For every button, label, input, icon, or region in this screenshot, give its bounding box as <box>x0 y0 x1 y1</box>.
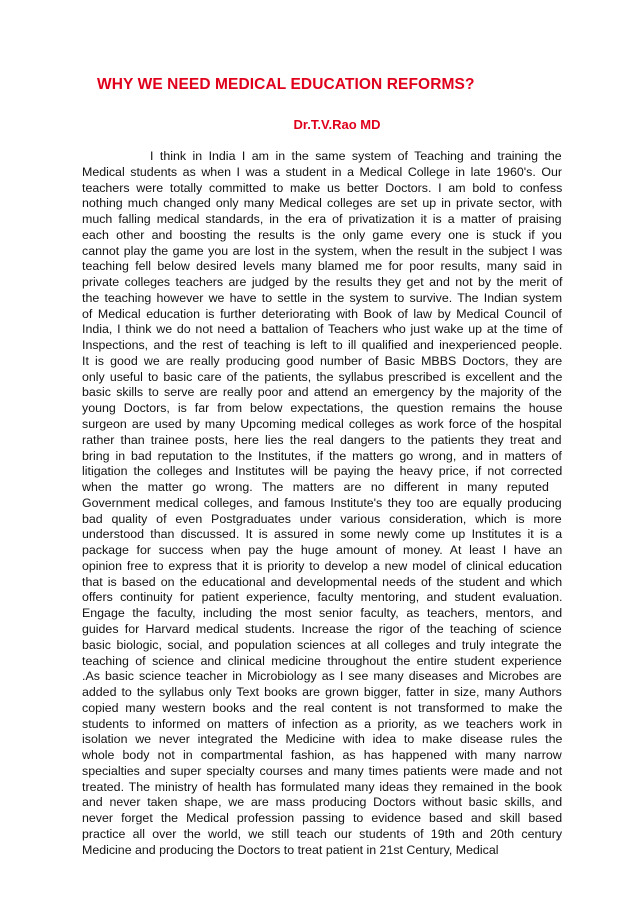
body-line: isolation we never integrated the Medicine with idea to make disease rules the <box>82 732 563 747</box>
body-text <box>82 149 562 858</box>
body-line: Medicine and producing the Doctors to treat patient in 21st Century, Medical <box>82 842 499 857</box>
body-line: students to informed on matters of infection as a priority, as we teachers work in <box>82 716 563 731</box>
body-line: that is based on the educational and developmental needs of the student and which <box>82 574 563 589</box>
body-line: rather than trainee posts, here lies the real dangers to the patients they treat and <box>82 432 562 447</box>
body-line: basic skills to serve are really poor and attend an emergency by the majority of the <box>82 385 562 400</box>
body-line: package for success when pay the huge amount of money. At least I have an <box>82 543 563 558</box>
body-line: specialties and super specialty courses and many times patients were made and not <box>82 763 563 778</box>
body-line: only useful to basic care of the patients, the syllabus prescribed is excellent and the <box>82 369 563 384</box>
document-author: Dr.T.V.Rao MD <box>293 117 381 132</box>
body-line: cannot play the game you are lost in the system, when the result in the subject I was <box>82 243 563 258</box>
body-line: nothing much changed only many Medical colleges are set up in private sector, with <box>82 196 563 211</box>
body-line: .As basic science teacher in Microbiology as I see many diseases and Microbes are <box>82 669 562 684</box>
body-line: teachers were totally committed to make us better Doctors. I am bold to confess <box>82 180 563 195</box>
body-line: teaching of science and clinical medicine throughout the entire student experience <box>82 653 562 668</box>
body-line: each other and boosting the results is the only game every one is stuck if you <box>82 227 562 242</box>
body-line: India, I think we do not need a battalion of Teachers who just wake up at the time of <box>82 322 563 337</box>
body-line: opinion free to express that it is priority to develop a new model of clinical education <box>82 558 563 573</box>
body-line: It is good we are really producing good number of Basic MBBS Doctors, they are <box>82 353 563 368</box>
body-line: surgeon are used by many Upcoming medical colleges as work force of the hospital <box>82 417 562 432</box>
document-title: WHY WE NEED MEDICAL EDUCATION REFORMS? <box>97 76 475 93</box>
body-line: understood than discussed. It is assured in some newly come up Institutes it is a <box>82 527 563 542</box>
body-line: Inspections, and the rest of teaching is left to ill qualified and inexperienced people. <box>82 338 563 353</box>
body-line: of Medical education is further deteriorating with Book of law by Medical Council of <box>82 306 562 321</box>
body-line: never forget the Medical profession passing to evidence based and skill based <box>82 811 563 826</box>
body-line: added to the syllabus only Text books are grown bigger, fatter in size, many Authors <box>82 685 562 700</box>
body-line: whole body not in compartmental fashion, as has happened with many narrow <box>82 748 562 763</box>
body-line: I think in India I am in the same system of Teaching and training the <box>150 149 562 163</box>
body-line: basic biologic, social, and population sciences at all colleges and truly integrate the <box>82 637 562 652</box>
body-line: private colleges teachers are judged by the results they get and not by the merit of <box>82 275 563 290</box>
body-line: much falling medical standards, in the era of privatization it is a matter of praising <box>82 212 562 227</box>
body-line: Medical students as when I was a student in a Medical College in late 1960's. Our <box>82 164 562 179</box>
body-line: practice all over the world, we still teach our students of 19th and 20th century <box>82 826 563 841</box>
body-line: young Doctors, is far from below expectations, the question remains the house <box>82 401 563 416</box>
body-line: copied many western books and the real content is not transformed to make the <box>82 700 563 715</box>
body-line: Engage the faculty, including the most senior faculty, as teachers, mentors, and <box>82 606 563 621</box>
body-line: offers continuity for patient experience, faculty mentoring, and student evaluation. <box>82 590 563 605</box>
body-line: bad quality of even Postgraduates under various consideration, which is more <box>82 511 562 526</box>
body-line: teaching fell below desired levels many blamed me for poor results, many said in <box>82 259 563 274</box>
body-line: when the matter go wrong. The matters are no different in many reputed <box>82 480 549 495</box>
body-line: treated. The ministry of health has formulated many ideas they remained in the book <box>82 779 562 794</box>
body-line: guides for Harvard medical students. Increase the rigor of the teaching of science <box>82 621 562 636</box>
body-line: litigation the colleges and Institutes will be paying the heavy price, if not corrected <box>82 464 563 479</box>
body-line: Government medical colleges, and famous Institute's they too are equally producing <box>82 495 562 510</box>
body-line: bring in bad reputation to the Institutes, if the matters go wrong, and in matters of <box>82 448 562 463</box>
body-line: and never taken shape, we are mass producing Doctors without basic skills, and <box>82 795 563 810</box>
body-line: the teaching however we have to settle in the system to survive. The Indian system <box>82 290 563 305</box>
